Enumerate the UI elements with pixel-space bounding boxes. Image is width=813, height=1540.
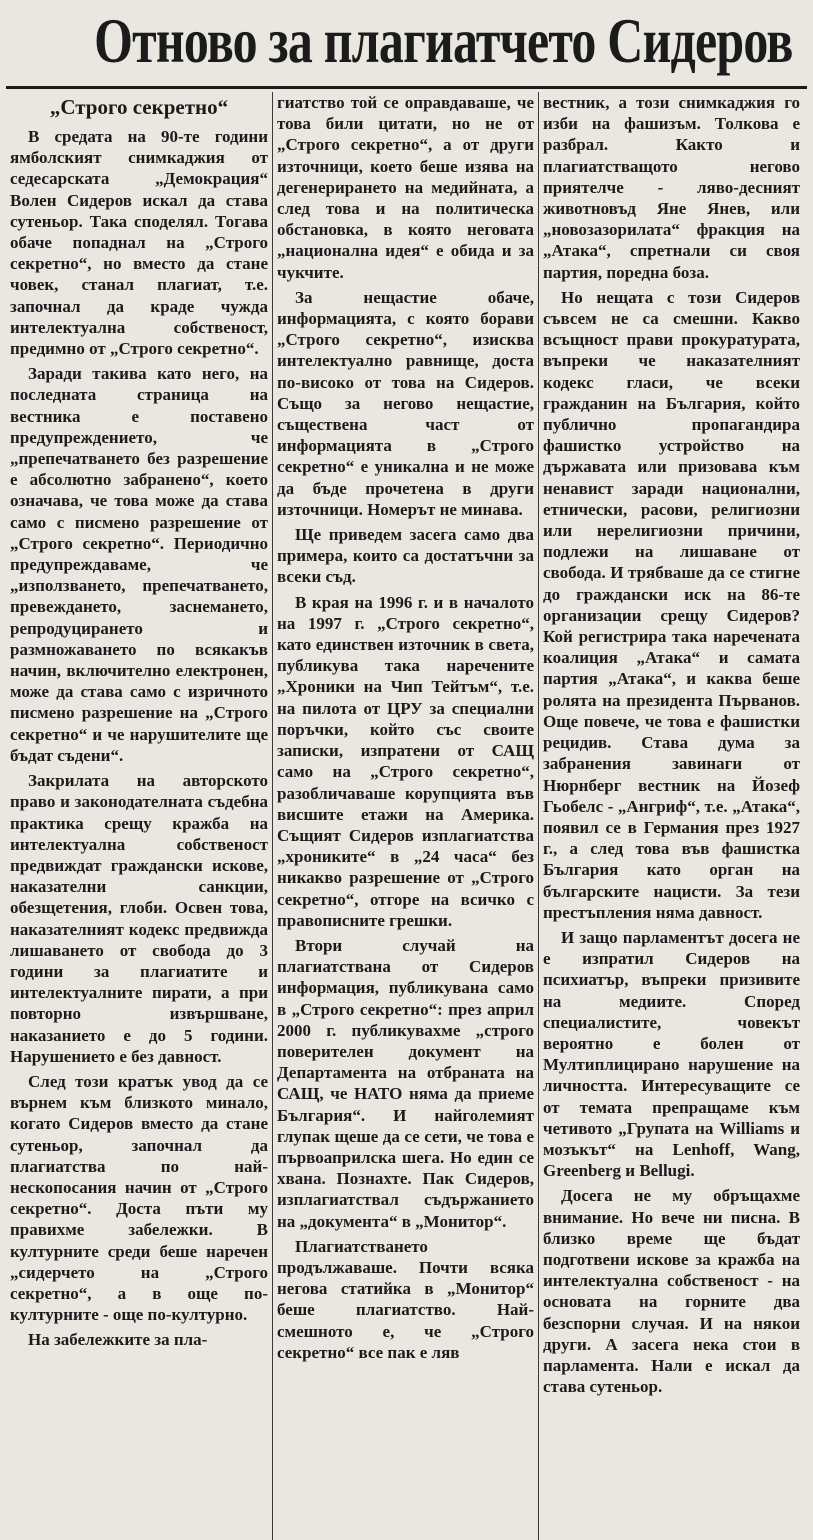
paragraph: И защо парламентът досега не е изпратил Сидеров на психиатър, въпреки призивите на медиите. Според специалистите, човекът вероятно е болен от Мултиплицирано нарушение на личността. Интересуващите се от темата препращаме към четивото „Групата на Williams и мозъкът“ на Lenhoff, Wang, Greenberg и Bellugi.: [543, 927, 800, 1181]
paragraph: вестник, а този снимкаджия го изби на фашизъм. Толкова е разбрал. Както и плагиатстващото негово приятелче - ляво-десният животновъд Яне Янев, или „новозазорилата“ фракция на „Атака“, спретнали си своя партия, поредна боза.: [543, 93, 800, 282]
paragraph: Заради такива като него, на последната страница на вестника е поставено предупреждението, че „препечатването без разрешение е абсолютно забранено“, което означава, че това може да става само с писмено разрешение от „Строго секретно“. Периодично предупреждаваме, че „използването, препечатването, превеждането, заснемането, репродуцирането и размножаването по всякакъв начин, включително електронен, може да става само с изричното писмено разрешение на „Строго секретно“ и че нарушителите ще бъдат съдени“.: [10, 364, 268, 765]
subhead: „Строго секретно“: [49, 95, 229, 119]
paragraph: В края на 1996 г. и в началото на 1997 г. „Строго секретно“, като единствен източник в света, публикува така наречените „Хроники на Чип Тейтъм“, т.е. на пилота от ЦРУ за специални поръчки, който със своите записки, изпратени от САЩ само на „Строго секретно“, разобличаваше корупцията във висшите етажи на Америка. Същият Сидеров изплагиатства „хрониките“ в „24 часа“ без никакво разрешение от „Строго секретно“, отгоре на всичко с правописните грешки.: [277, 592, 534, 930]
paragraph: Втори случай на плагиатствана от Сидеров информация, публикувана само в „Строго секретно“: през април 2000 г. публикувахме „строго поверителен документ на Департамента на отбраната на САЩ, че НАТО няма да приеме България“. И найголемият глупак щеше да се сети, че това е първоаприлска шега. Но един се хвана. Познахте. Пак Сидеров, изплагиатствал съдържанието на „документа“ в „Монитор“.: [277, 935, 534, 1231]
paragraph: Но нещата с този Сидеров съвсем не са смешни. Какво всъщност прави прокуратурата, въпреки че наказателният кодекс гласи, че всеки гражданин на България, който публично пропагандира фашистко устройство на държавата или призовава към ненавист заради национални, етнически, расови, религиозни или нерелигиозни причини, подлежи на лишаване от свобода. И трябваше да се стигне до граждански иск на 86-те организации срещу Сидеров? Кой регистрира така наречената коалиция „Атака“ и самата партия „Атака“, и каква беше ролята на президента Първанов. Още повече, че това е фашистки рецидив. Става дума за забранения завинаги от Нюрнберг вестник на Йозеф Гьобелс - „Ангриф“, т.е. „Атака“, появил се в Германия през 1927 г., а след това във фашистка България като орган на българските нацисти. За тези престъпления няма давност.: [543, 287, 800, 922]
paragraph: гиатство той се оправдаваше, че това били цитати, но не от „Строго секретно“, а от други източници, което беше изява на дегенерирането на медийната, а след това и на политическа обстановка, в която неговата „национална идея“ е обида и за чукчите.: [277, 93, 534, 282]
paragraph: Закрилата на авторското право и законодателната съдебна практика срещу кражба на интелектуална собственост предвиждат граждански искове, наказателни санкции, обезщетения, глоби. Освен това, наказателният кодекс предвижда лишаването от свобода до 3 години за плагиатите и интелектуалните пирати, а при повторно извършване, наказанието е до 5 години. Нарушението е без давност.: [10, 771, 268, 1066]
paragraph: Плагиатстването продължаваше. Почти всяка негова статийка в „Монитор“ беше плагиатство. Най-смешното е, че „Строго секретно“ все пак е ляв: [277, 1236, 534, 1362]
paragraph: Досега не му обръщахме внимание. Но вече ни писна. В близко време ще бъдат подготвени искове за кражба на интелектуална собственост - на основата на горните два безспорни случая. И на някои други. А засега нека стои в парламента. Нали е искал да става сутеньор.: [543, 1186, 800, 1397]
paragraph: Ще приведем засега само два примера, които са достатъчни за всеки съд.: [277, 525, 534, 587]
article-columns: [6, 92, 807, 1540]
column-2: [272, 92, 538, 1540]
paragraph: За нещастие обаче, информацията, с която борави „Строго секретно“, изисква интелектуално равнище, доста по-високо от това на Сидеров. Също за негово нещастие, съществена част от информацията в „Строго секретно“ е уникална и не може да бъде прочетена в други източници. Номерът не минава.: [277, 287, 534, 519]
paragraph: В средата на 90-те години ямболският снимкаджия от седесарската „Демокрация“ Волен Сидеров искал да става сутеньор. Така споделял. Тогава обаче попаднал на „Строго секретно“, но вместо да стане човек, станал плагиат, т.е. започнал да краде чужда интелектуална собственост, предимно от „Строго секретно“.: [10, 127, 268, 359]
headline: Отново за плагиатчето Сидеров: [94, 5, 793, 76]
paragraph: На забележките за пла-: [28, 1330, 208, 1350]
column-1: [6, 92, 272, 1540]
column-3: [538, 92, 804, 1540]
paragraph: След този кратък увод да се върнем към близкото минало, когато Сидеров вместо да стане сутеньор, започнал да плагиатства по най-нескопосания начин от „Строго секретно“. Доста пъти му правихме забележки. В културните среди беше наречен „сидерчето на „Строго секретно“, а в още по-културните - още по-културно.: [10, 1071, 268, 1325]
headline-rule: [6, 86, 807, 89]
